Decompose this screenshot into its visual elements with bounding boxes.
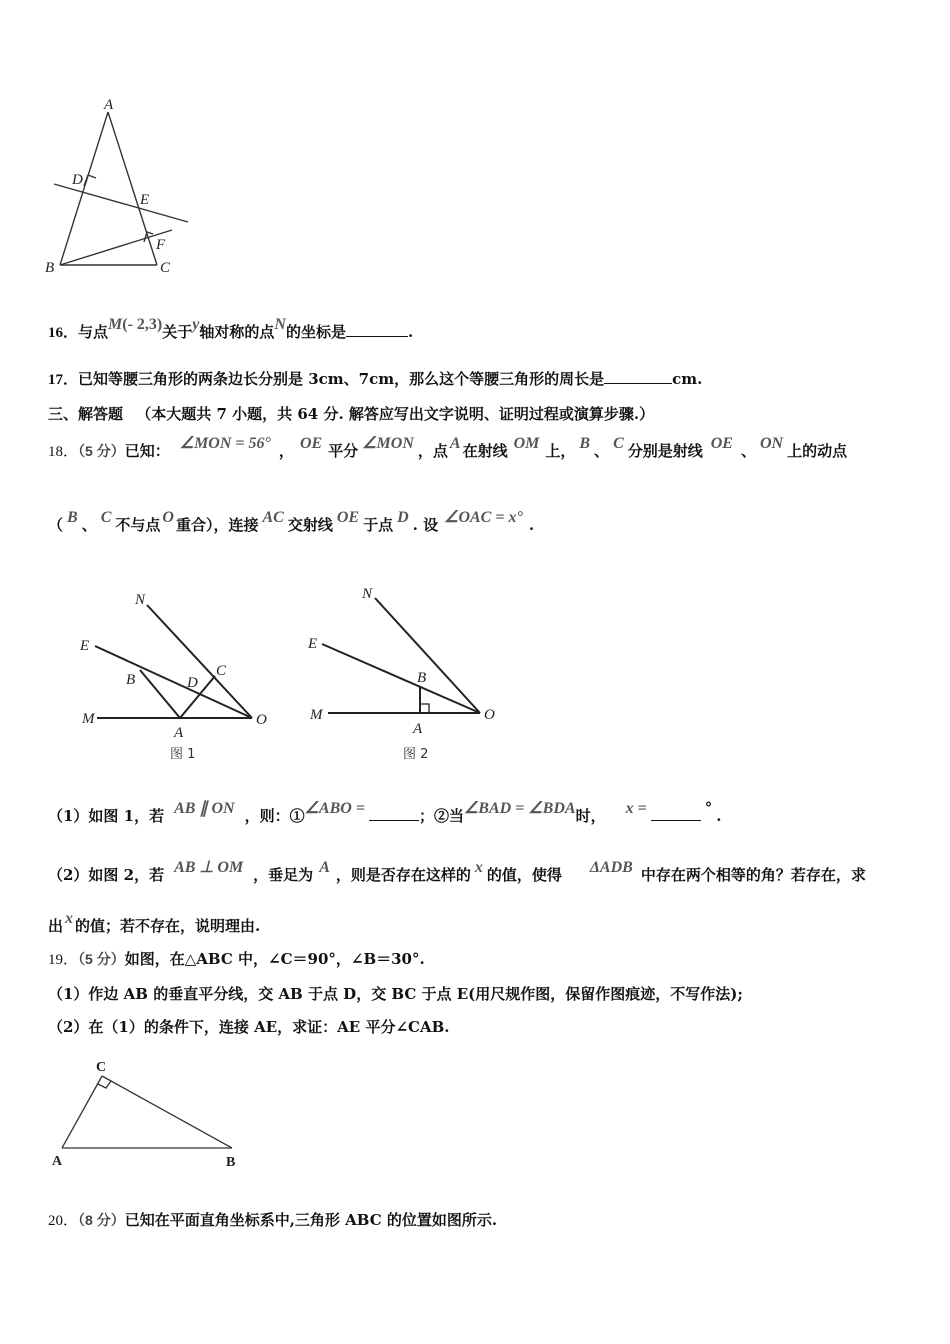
q19-label-C: C xyxy=(96,1060,107,1075)
fig2-label-E: E xyxy=(308,636,318,652)
label-D: D xyxy=(72,172,83,188)
fig1-label-D: D xyxy=(187,675,198,691)
question-18-line2: （ B 、 C 不与点 O 重合），连接 AC 交射线 OE 于点 D . 设 ∠OAC = x° . xyxy=(48,509,535,534)
fig2-label-A: A xyxy=(413,721,423,737)
question-19-part1: （1）作边 AB 的垂直平分线，交 AB 于点 D，交 BC 于点 E(用尺规作图，保留作图痕迹，不写作法); xyxy=(48,985,743,1003)
question-18-part1: （1）如图 1，若 AB ∥ ON ，则：①∠ABO = ；②当∠BAD = ∠BDA时， x = ° . xyxy=(48,799,722,825)
answer-blank-18-1b[interactable] xyxy=(651,806,701,821)
fig1-caption: 图 1 xyxy=(170,747,196,762)
answer-blank-18-1a[interactable] xyxy=(369,806,419,821)
fig1-label-B: B xyxy=(126,672,136,688)
fig1-label-O: O xyxy=(256,712,267,728)
fig2-caption: 图 2 xyxy=(403,747,429,762)
fig1-label-M: M xyxy=(82,711,95,727)
top-triangle-figure xyxy=(40,92,200,282)
fig1-label-N: N xyxy=(135,592,146,608)
question-19: 19．（5 分）如图，在△ABC 中，∠C＝90°，∠B＝30°. xyxy=(48,950,425,968)
question-18-part2: （2）如图 2，若 AB ⊥ OM ，垂足为 A ，则是否存在这样的 x 的值，使得 ΔADB 中存在两个相等的角？若存在，求 xyxy=(48,859,866,884)
label-E: E xyxy=(140,192,150,208)
fig1-label-A: A xyxy=(174,725,184,741)
label-C: C xyxy=(160,260,171,276)
q19-label-A: A xyxy=(52,1154,63,1169)
section-3-header: 三、解答题 （本大题共 7 小题，共 64 分. 解答应写出文字说明、证明过程或演算步骤.） xyxy=(48,405,655,423)
fig1-label-E: E xyxy=(80,638,90,654)
question-18-part2-line2: 出 x 的值；若不存在，说明理由. xyxy=(48,910,261,935)
fig2-label-M: M xyxy=(310,707,323,723)
fig2-label-O: O xyxy=(484,707,495,723)
q19-triangle-figure xyxy=(40,1050,260,1175)
question-18-line1: 18．（5 分）已知： ∠MON = 56° ， OE 平分 ∠MON ，点 A 在射线 OM 上， B 、 C 分别是射线 OE 、 ON 上的动点 xyxy=(48,435,848,460)
label-F: F xyxy=(156,237,166,253)
q19-label-B: B xyxy=(226,1155,236,1170)
question-19-part2: （2）在（1）的条件下，连接 AE，求证：AE 平分∠CAB. xyxy=(48,1018,450,1036)
answer-blank-16[interactable] xyxy=(346,322,408,337)
answer-blank-17[interactable] xyxy=(604,369,672,384)
question-20: 20．（8 分）已知在平面直角坐标系中,三角形 ABC 的位置如图所示. xyxy=(48,1211,498,1229)
fig2-label-N: N xyxy=(362,586,373,602)
question-16: 16．与点M(- 2,3)关于y轴对称的点N的坐标是 . xyxy=(48,316,414,341)
q18-figures xyxy=(70,580,510,770)
label-A: A xyxy=(104,97,114,113)
question-17: 17．已知等腰三角形的两条边长分别是 3cm、7cm，那么这个等腰三角形的周长是 cm. xyxy=(48,370,703,388)
label-B: B xyxy=(45,260,55,276)
fig2-label-B: B xyxy=(417,670,427,686)
fig1-label-C: C xyxy=(216,663,227,679)
